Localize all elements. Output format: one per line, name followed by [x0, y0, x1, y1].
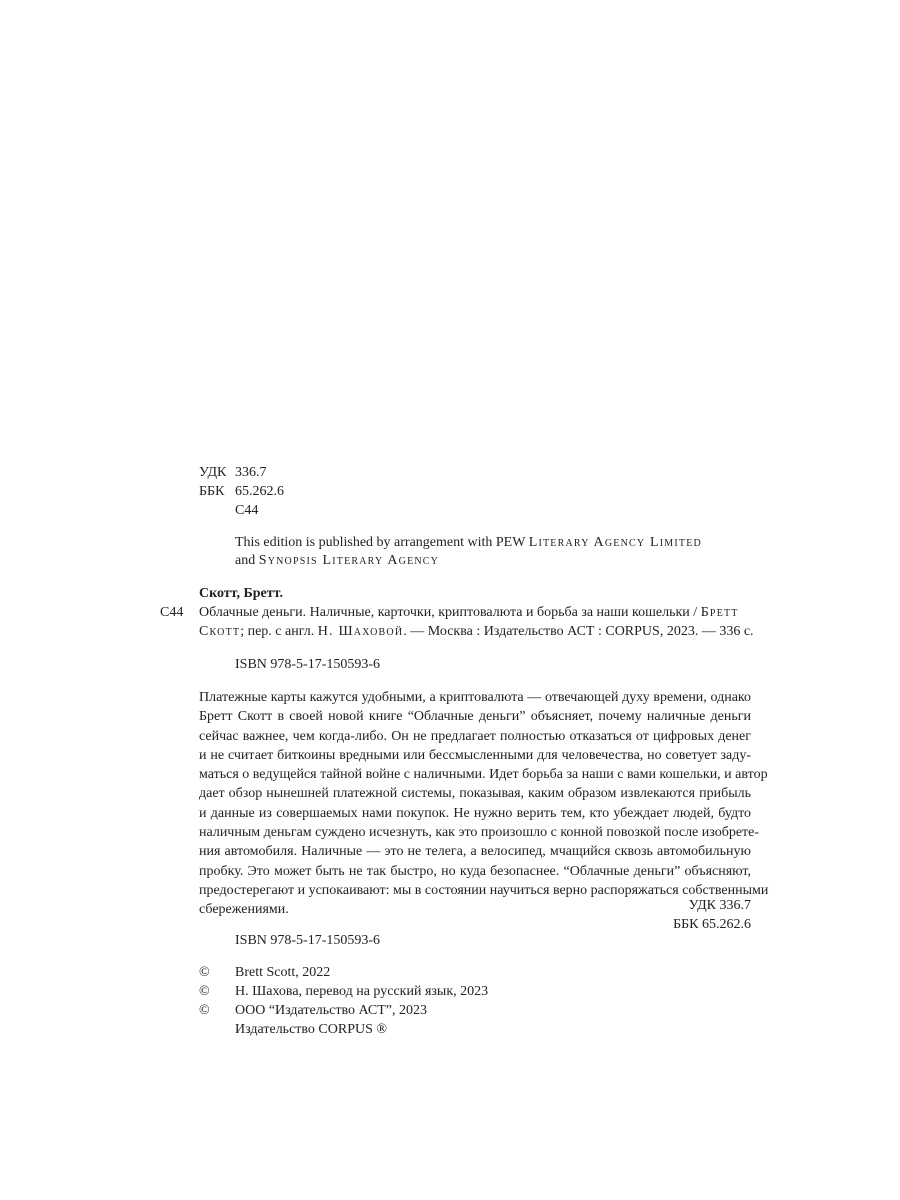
- annotation-line: наличным деньгам суждено исчезнуть, как это произошло с конной повозкой после изобрете-: [199, 825, 760, 841]
- annotation-line: Платежные карты кажутся удобными, а криптовалюта — отвечающей духу времени, однако: [199, 690, 751, 705]
- annotation-line: сейчас важнее, чем когда-либо. Он не предлагает полностью отказаться от цифровых денег: [199, 728, 751, 744]
- edition-notice-and: and: [235, 553, 259, 568]
- synopsis-agency-name: Synopsis Literary Agency: [258, 553, 440, 568]
- udk-value: 336.7: [235, 465, 267, 480]
- bib-author-first: Бретт: [700, 605, 739, 620]
- bib-translator: Н. Шаховой: [317, 624, 404, 639]
- annotation-paragraph: [199, 688, 769, 920]
- annotation-line: маться о ведущейся тайной войне с наличными. Идет борьба за наши с вами кошельки, и автор: [199, 767, 768, 783]
- annotation-line: Бретт Скотт в своей новой книге “Облачные деньги” объясняет, почему наличные деньги: [199, 709, 751, 725]
- udk-label: УДК: [199, 465, 227, 480]
- edition-notice-line-2: [235, 551, 439, 570]
- copyright-item: ООО “Издательство АСТ”, 2023: [235, 1003, 427, 1018]
- bib-title: Облачные деньги. Наличные, карточки, криптовалюта и борьба за наши кошельки /: [199, 605, 701, 620]
- bib-line-2: [199, 622, 754, 641]
- imprint-name: Издательство CORPUS ®: [235, 1022, 388, 1037]
- copyright-symbol: ©: [199, 984, 210, 999]
- bbk-value: 65.262.6: [235, 484, 284, 499]
- author-mark-bib: С44: [160, 605, 184, 620]
- annotation-line: пробку. Это может быть не так быстро, но куда безопаснее. “Облачные деньги” объясняют,: [199, 863, 751, 879]
- annotation-udk: УДК 336.7: [688, 898, 751, 913]
- bbk-label: ББК: [199, 484, 225, 499]
- pew-agency-name: Literary Agency Limited: [528, 535, 702, 550]
- author-heading: Скотт, Бретт.: [199, 586, 283, 601]
- copyright-item: Н. Шахова, перевод на русский язык, 2023: [235, 984, 489, 999]
- annotation-line: сбережениями.: [199, 902, 289, 918]
- annotation-line: дает обзор нынешней платежной системы, показывая, каким образом извлекаются прибыль: [199, 786, 751, 802]
- annotation-bbk: ББК 65.262.6: [673, 917, 751, 932]
- annotation-line: ния автомобиля. Наличные — это не телега, а велосипед, мчащийся сквозь автомобильную: [199, 844, 751, 860]
- isbn-top: ISBN 978-5-17-150593-6: [235, 657, 381, 672]
- copyright-symbol: ©: [199, 1003, 210, 1018]
- copyright-symbol: ©: [199, 965, 210, 980]
- bib-line-1: [199, 603, 739, 622]
- bib-translation-note: ; пер. с англ.: [240, 624, 318, 639]
- annotation-line: предостерегают и успокаивают: мы в состоянии научиться верно распоряжаться собственными: [199, 882, 769, 898]
- bib-author-last: Скотт: [199, 624, 241, 639]
- annotation-line: и данные из совершаемых нами покупок. Не нужно верить тем, кто убеждает людей, будто: [199, 805, 751, 821]
- bib-imprint: . — Москва : Издательство АСТ : CORPUS, 2023. — 336 с.: [403, 624, 754, 639]
- isbn-bottom: ISBN 978-5-17-150593-6: [235, 933, 381, 948]
- edition-notice-line-1: [235, 533, 702, 552]
- annotation-line: и не считает биткоины вредными или бессмысленными для человечества, но советует заду-: [199, 747, 751, 763]
- edition-notice-text: This edition is published by arrangement with PEW: [235, 535, 529, 550]
- author-mark-top: С44: [235, 503, 259, 518]
- copyright-item: Brett Scott, 2022: [235, 965, 331, 980]
